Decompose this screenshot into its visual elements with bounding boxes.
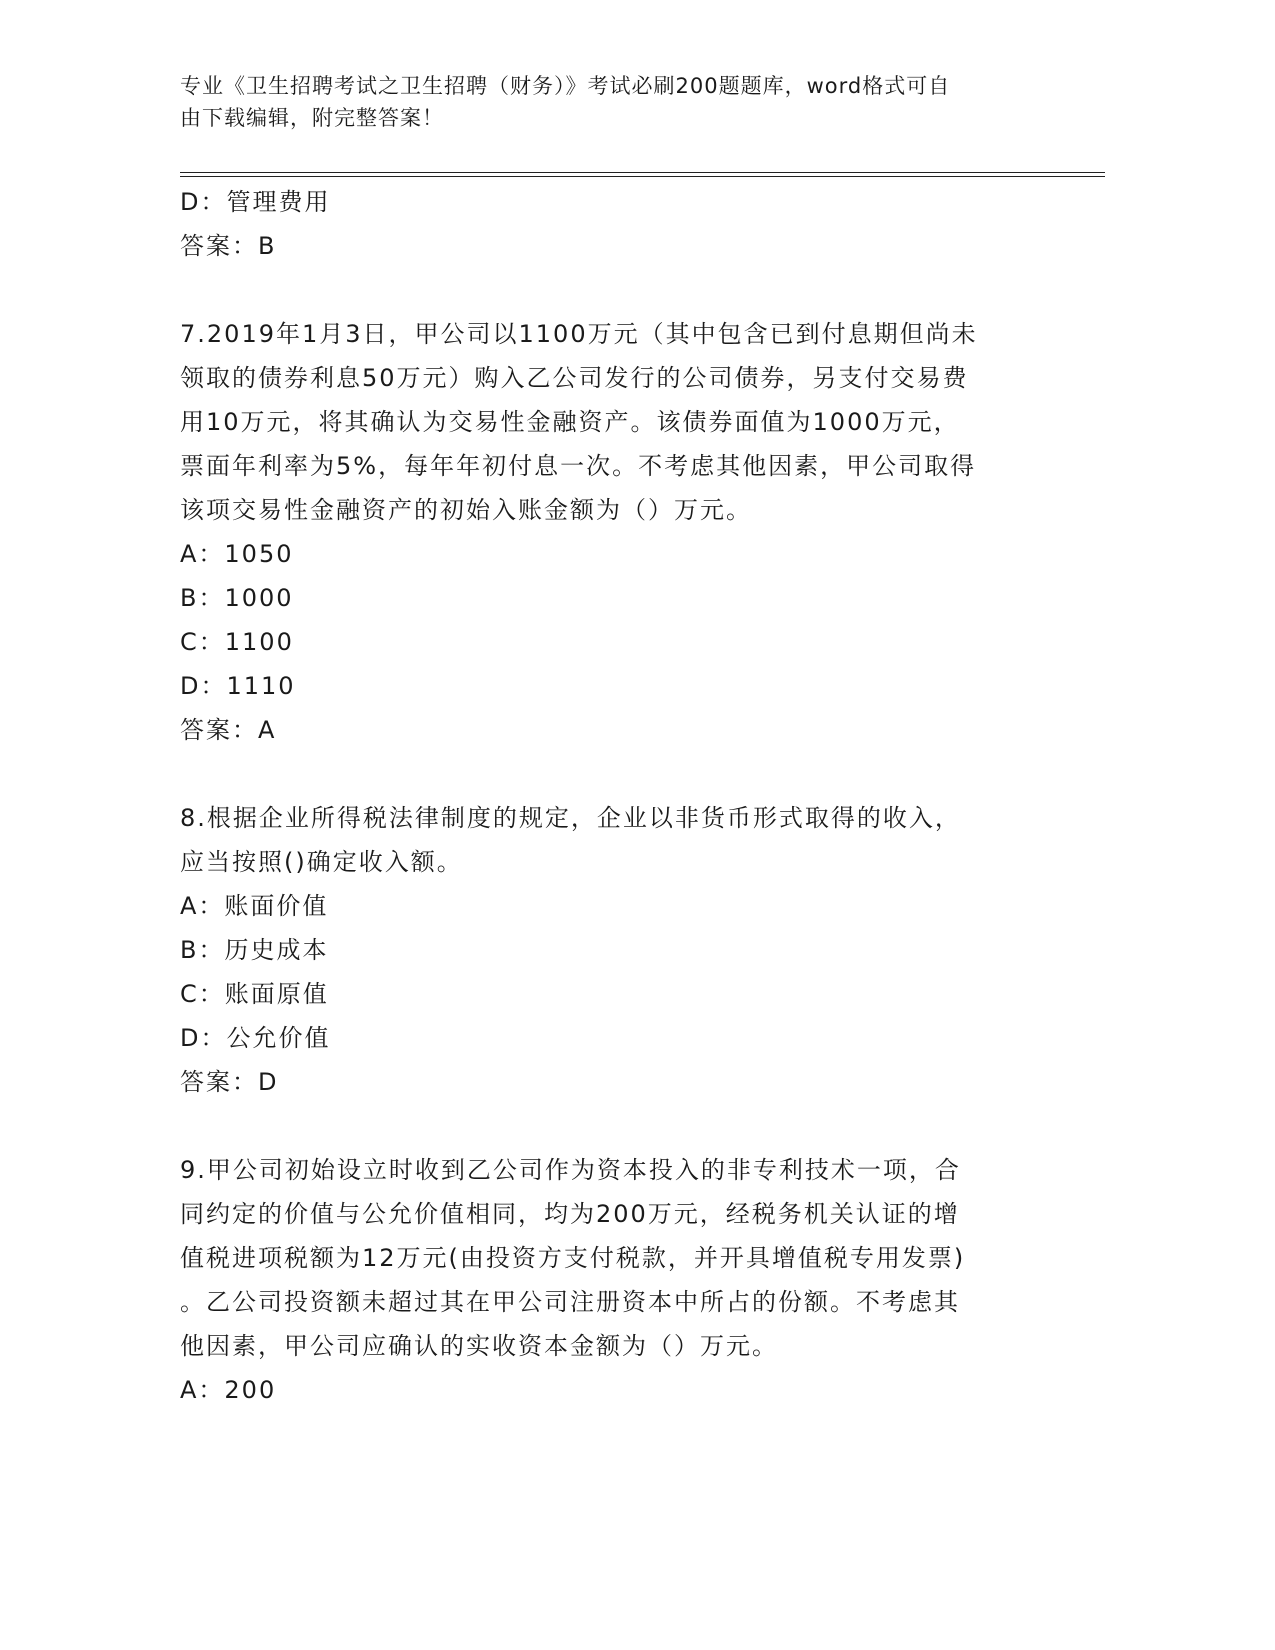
spacer xyxy=(180,268,1050,312)
question-text-line: 9.甲公司初始设立时收到乙公司作为资本投入的非专利技术一项，合 xyxy=(180,1156,961,1184)
answer-line: 答案：D xyxy=(180,1068,279,1096)
option-d: D：管理费用 xyxy=(180,188,331,216)
question-text-line: 同约定的价值与公允价值相同，均为200万元，经税务机关认证的增 xyxy=(180,1200,960,1228)
document-header xyxy=(180,70,1060,134)
option-b: B：历史成本 xyxy=(180,936,329,964)
question-text-line: 8.根据企业所得税法律制度的规定，企业以非货币形式取得的收入， xyxy=(180,804,961,832)
question-text-line: 。乙公司投资额未超过其在甲公司注册资本中所占的份额。不考虑其 xyxy=(180,1288,960,1316)
option-a: A：1050 xyxy=(180,540,294,568)
spacer xyxy=(180,752,1050,796)
question-9 xyxy=(180,1148,1050,1412)
question-text-line: 7.2019年1月3日，甲公司以1100万元（其中包含已到付息期但尚未 xyxy=(180,320,978,348)
header-line-2: 由下载编辑，附完整答案！ xyxy=(180,106,444,130)
question-7 xyxy=(180,312,1050,752)
header-divider xyxy=(180,172,1105,173)
option-b: B：1000 xyxy=(180,584,294,612)
question-8 xyxy=(180,796,1050,1104)
answer-line: 答案：A xyxy=(180,716,277,744)
header-divider-secondary xyxy=(180,176,1105,177)
question-text-line: 应当按照()确定收入额。 xyxy=(180,848,463,876)
question-text-line: 该项交易性金融资产的初始入账金额为（）万元。 xyxy=(180,496,752,524)
question-text-line: 领取的债券利息50万元）购入乙公司发行的公司债券，另支付交易费 xyxy=(180,364,969,392)
option-d: D：公允价值 xyxy=(180,1024,331,1052)
document-body xyxy=(180,180,1050,1412)
spacer xyxy=(180,1104,1050,1148)
option-c: C：1100 xyxy=(180,628,294,656)
question-text-line: 值税进项税额为12万元(由投资方支付税款，并开具增值税专用发票) xyxy=(180,1244,966,1272)
option-a: A：200 xyxy=(180,1376,277,1404)
option-d: D：1110 xyxy=(180,672,296,700)
option-c: C：账面原值 xyxy=(180,980,329,1008)
answer-line: 答案：B xyxy=(180,232,277,260)
option-a: A：账面价值 xyxy=(180,892,329,920)
header-line-1: 专业《卫生招聘考试之卫生招聘（财务）》考试必刷200题题库，word格式可自 xyxy=(180,74,951,98)
question-text-line: 用10万元，将其确认为交易性金融资产。该债券面值为1000万元， xyxy=(180,408,960,436)
question-text-line: 票面年利率为5%，每年年初付息一次。不考虑其他因素，甲公司取得 xyxy=(180,452,977,480)
question-text-line: 他因素，甲公司应确认的实收资本金额为（）万元。 xyxy=(180,1332,778,1360)
